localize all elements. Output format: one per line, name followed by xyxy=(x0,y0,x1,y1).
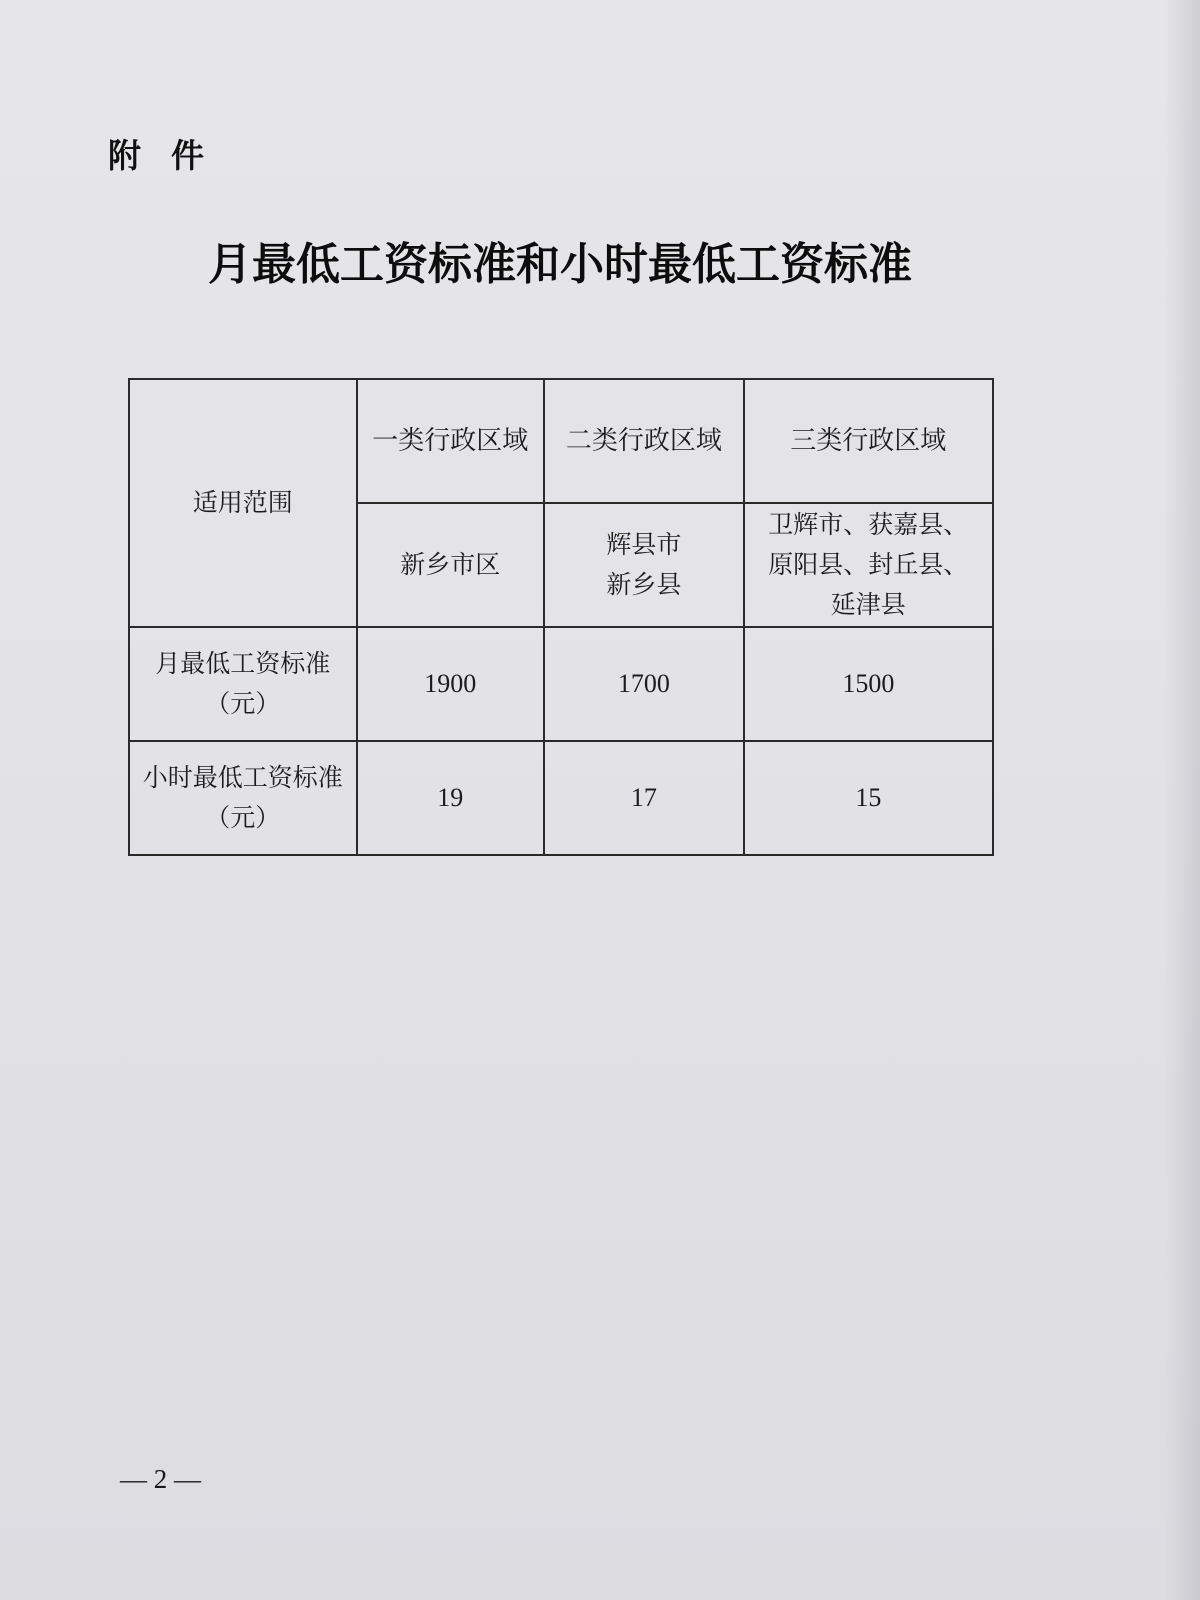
hourly-minimum-region-1: 19 xyxy=(357,741,545,855)
region-class-3-cell xyxy=(744,379,993,503)
region-class-2-cell xyxy=(544,379,744,503)
table-row-hourly-minimum xyxy=(129,741,993,855)
hourly-minimum-label-cell xyxy=(129,741,357,855)
region-class-1-label: 一类行政区域 xyxy=(372,426,529,456)
monthly-minimum-region-1: 1900 xyxy=(357,627,545,741)
scope-header-cell xyxy=(129,379,357,627)
region-class-3-label: 三类行政区域 xyxy=(790,426,947,456)
monthly-minimum-region-2: 1700 xyxy=(544,627,744,741)
hourly-minimum-unit: （元） xyxy=(205,803,281,832)
attachment-label: 附件 xyxy=(108,136,234,175)
region-2-area: 辉县市 xyxy=(606,530,682,559)
scope-header-label: 适用范围 xyxy=(192,488,293,517)
region-1-areas-cell xyxy=(357,503,545,627)
region-1-area: 新乡市区 xyxy=(400,550,501,579)
region-class-1-cell xyxy=(357,379,545,503)
region-2-areas-cell xyxy=(544,503,744,627)
region-3-area: 卫辉市、获嘉县、 xyxy=(768,510,969,539)
table-row-monthly-minimum xyxy=(129,627,993,741)
monthly-minimum-label-cell xyxy=(129,627,357,741)
monthly-minimum-region-3: 1500 xyxy=(744,627,993,741)
page-number: — 2 — xyxy=(120,1464,201,1494)
page-edge-shadow xyxy=(1164,0,1200,1600)
table-row-region-classes xyxy=(129,379,993,503)
region-class-2-label: 二类行政区域 xyxy=(565,426,722,456)
region-3-areas-cell xyxy=(744,503,993,627)
region-3-area: 原阳县、封丘县、 xyxy=(768,550,969,579)
hourly-minimum-region-2: 17 xyxy=(544,741,744,855)
region-3-area: 延津县 xyxy=(830,590,906,619)
hourly-minimum-label: 小时最低工资标准 xyxy=(142,763,343,792)
region-2-area: 新乡县 xyxy=(606,570,682,599)
minimum-wage-table xyxy=(128,378,994,856)
monthly-minimum-unit: （元） xyxy=(205,689,281,718)
hourly-minimum-region-3: 15 xyxy=(744,741,993,855)
document-title: 月最低工资标准和小时最低工资标准 xyxy=(208,239,912,290)
monthly-minimum-label: 月最低工资标准 xyxy=(155,649,331,678)
